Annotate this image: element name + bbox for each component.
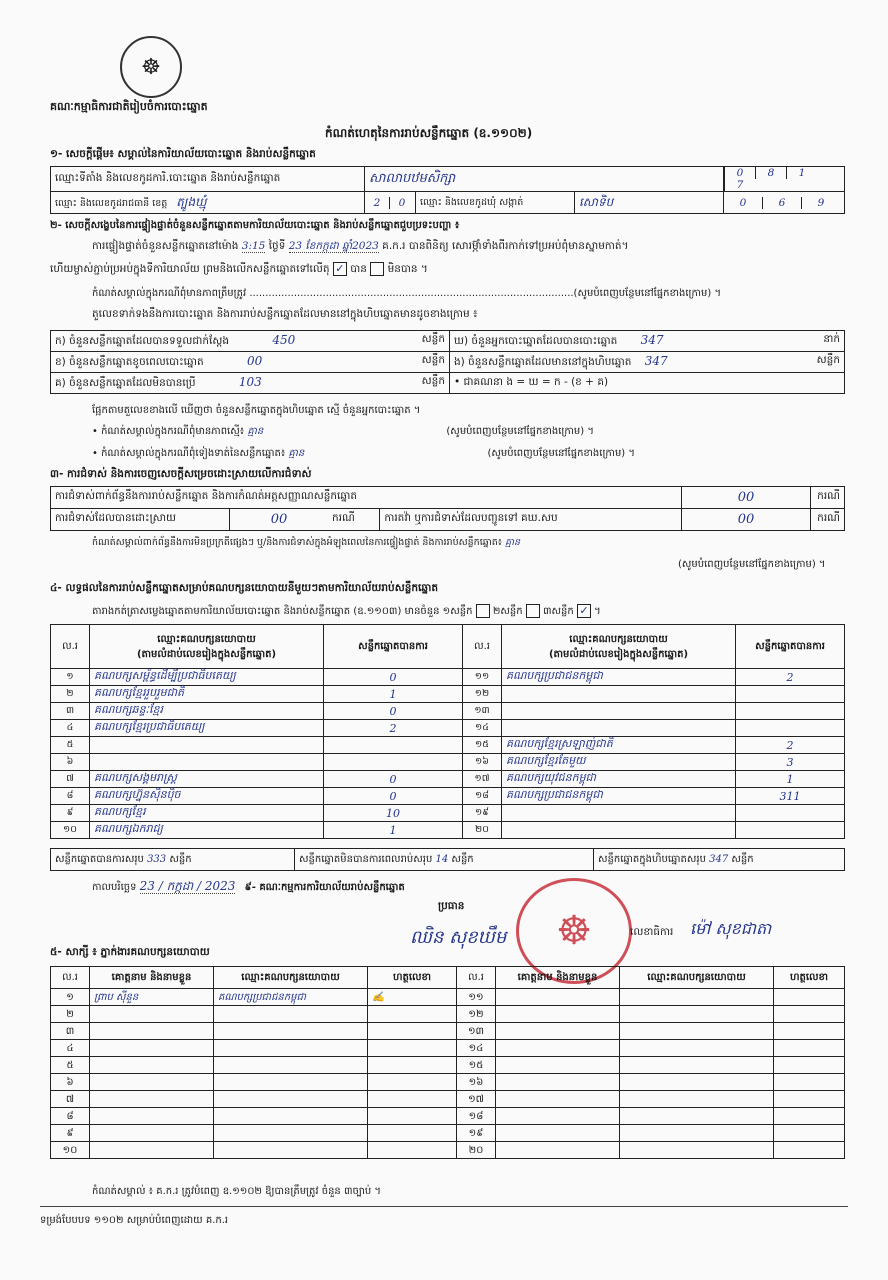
witness-cell	[214, 1125, 368, 1142]
witness-cell	[774, 989, 845, 1006]
result-cell: ១៣	[463, 703, 502, 720]
result-cell: គណបក្សខ្មែរតែមួយ	[502, 754, 736, 771]
secretary-label: លេខាធិការ	[630, 926, 674, 938]
result-cell	[502, 720, 736, 737]
witness-cell	[90, 1023, 214, 1040]
witness-cell	[774, 1040, 845, 1057]
witness-cell	[620, 1108, 774, 1125]
witness-cell	[368, 1142, 457, 1159]
witness-cell: ២	[51, 1006, 90, 1023]
location-code: 0 8 17	[724, 167, 845, 192]
province-label: ឈ្មោះ និងលេខកូដរាជធានី ខេត្ត	[55, 197, 168, 209]
province-code: 2 0	[365, 192, 416, 214]
result-row	[51, 822, 845, 839]
chair-signature: ឈិន សុខឃឹម	[410, 927, 507, 948]
result-row	[51, 669, 845, 686]
result-cell: គណបក្សសម្ព័ន្ធដើម្បីប្រជាធិបតេយ្យ	[90, 669, 324, 686]
secretary-signature: ម៉ៅ សុខជាតា	[690, 919, 772, 938]
witness-cell: ១៦	[457, 1074, 496, 1091]
commune-code: 0 6 9	[724, 192, 845, 214]
witness-cell	[368, 1057, 457, 1074]
section2-title: ២- សេចក្តីសង្ខេបនៃការផ្ទៀងផ្ទាត់ចំនួនសន្លឹកឆ្នោតតាមការិយាល័យបោះឆ្នោត និងរាប់សន្លឹកឆ្នោតជួបប្រទះបញ្ហា ៖	[50, 220, 460, 231]
witness-cell	[496, 1108, 620, 1125]
sheet-count: តារាងកត់ត្រាសម្លេងឆ្នោតតាមការិយាល័យបោះឆ្នោត និងរាប់សន្លឹកឆ្នោត (ឧ.១១០៣) មានចំនួន ១សន្លឹក ២សន្លឹក ៣សន្លឹក ✓ ។	[92, 604, 601, 617]
result-cell	[324, 754, 463, 771]
objection-tail: (សូមបំពេញបន្ថែមនៅផ្នែកខាងក្រោម) ។	[678, 559, 826, 570]
witness-cell	[774, 1091, 845, 1108]
result-cell: គណបក្សខ្មែររួបរួមជាតិ	[90, 686, 324, 703]
witness-cell	[90, 1006, 214, 1023]
result-cell: គណបក្សប្រជាជនកម្ពុជា	[502, 669, 736, 686]
witness-cell: ៧	[51, 1091, 90, 1108]
footnote: កំណត់សម្គាល់ ៖ គ.ក.រ ត្រូវបំពេញ ឧ.១១០២ ឱ្យបានត្រឹមត្រូវ ចំនួន ៣ច្បាប់ ។	[92, 1186, 381, 1197]
witness-cell: ១៨	[457, 1108, 496, 1125]
result-row	[51, 703, 845, 720]
result-cell: គណបក្សឯករាជ្យ	[90, 822, 324, 839]
witness-row	[51, 1057, 845, 1074]
result-cell: គណបក្សយុវជនកម្ពុជា	[502, 771, 736, 788]
sign-date-line: កាលបរិច្ឆេទ 23 / កក្កដា / 2023 ៩- គណៈកម្មការការិយាល័យរាប់សន្លឹកឆ្នោត	[92, 879, 405, 893]
result-cell: ១០	[51, 822, 90, 839]
figures-table: ក) ចំនួនសន្លឹកឆ្នោតដែលបានទទួលជាក់ស្តែង 450 សន្លឹក ឃ) ចំនួនអ្នកបោះឆ្នោតដែលបានបោះឆ្នោត 347 នាក់ ខ) ចំនួនសន្លឹកឆ្នោតខូចពេលបោះឆ្នោត 00 សន្លឹក ង) ចំនួនសន្លឹកឆ្នោតដែលមាននៅក្នុងហិបឆ្នោត 347 សន្លឹក គ) ចំនួនសន្លឹកឆ្នោតដែលមិនបានប្រើ 103 សន្លឹក • ជាគណនា ង = ឃ = ក - (ខ + គ)	[50, 330, 845, 394]
result-cell: 3	[736, 754, 845, 771]
witness-cell: ១៧	[457, 1091, 496, 1108]
verify-paragraph-2: ហើយម្ចាស់ភ្ជាប់ប្រអប់ក្នុងទីការិយាល័យ ព្រមនិងលើកសន្លឹកឆ្នោតទៅលើតុ ✓ បាន មិនបាន ។	[50, 262, 428, 275]
witness-cell	[774, 1125, 845, 1142]
location-label: ឈ្មោះទីតាំង និងលេខកូដការិ.បោះឆ្នោត និងរាប់សន្លឹកឆ្នោត	[51, 167, 365, 192]
objection-note: កំណត់សម្គាល់ពាក់ព័ន្ធនឹងការមិនប្រក្រតីផ្សេងៗ ឬ/និងការជំទាស់ក្នុងអំឡុងពេលនៃការផ្ទៀងផ្ទាត់ និងការរាប់សន្លឹកឆ្នោត៖ គ្មាន	[92, 537, 521, 548]
witness-cell	[774, 1057, 845, 1074]
witness-cell: ១០	[51, 1142, 90, 1159]
note2: • កំណត់សម្គាល់ក្នុងករណីពុំមានភាពស្មើ៖ គ្មាន (សូមបំពេញបន្ថែមនៅផ្នែកខាងក្រោម) ។	[92, 426, 594, 437]
results-table: ល.រ ឈ្មោះគណបក្សនយោបាយ (តាមលំដាប់លេខរៀងក្នុងសន្លឹកឆ្នោត) សន្លឹកឆ្នោតបានការ ល.រ ឈ្មោះគណបក្សនយោបាយ (តាមលំដាប់លេខរៀងក្នុងសន្លឹកឆ្នោត) សន្លឹកឆ្នោតបានការ ១ គណបក្សសម្ព័ន្ធដើម្បីប្រជាធិបតេយ្យ 0 ១១ គណបក្សប្រជាជនកម្ពុជា 2 ២ គណបក្សខ្មែររួបរួមជាតិ 1 ១២ ៣ គណបក្សឆន្ទៈខ្មែរ 0 ១៣ ៤ គណបក្សខ្មែរប្រជាធិបតេយ្យ 2 ១៤ ៥ ១៥ គណបក្សខ្មែរស្រឡាញ់ជាតិ 2 ៦ ១៦ គណបក្សខ្មែរតែមួយ 3 ៧ គណបក្សសង្គមរាស្ត្រ 0 ១៧ គណបក្សយុវជនកម្ពុជា 1 ៨ គណបក្សហ្វ៊ុនស៊ិនប៉ិច 0 ១៨ គណបក្សប្រជាជនកម្ពុជា 311 ៩ គណបក្សខ្មែរ 10 ១៩ ១០ គណបក្សឯករាជ្យ 1 ២០	[50, 624, 845, 839]
witness-cell	[620, 1040, 774, 1057]
result-cell: 1	[324, 822, 463, 839]
witness-cell	[214, 1074, 368, 1091]
witness-cell	[774, 1023, 845, 1040]
witness-cell	[90, 1074, 214, 1091]
result-cell	[736, 805, 845, 822]
witness-cell	[496, 1142, 620, 1159]
witness-cell	[368, 1108, 457, 1125]
witness-cell	[620, 1057, 774, 1074]
total-valid: 333	[147, 854, 167, 865]
result-cell	[736, 720, 845, 737]
witness-cell	[214, 1108, 368, 1125]
result-cell: ៤	[51, 720, 90, 737]
witness-cell	[368, 1040, 457, 1057]
equality-statement: ផ្អែកតាមតួលេខខាងលើ ឃើញថា ចំនួនសន្លឹកឆ្នោតក្នុងហិបឆ្នោត ស្មើ ចំនួនអ្នកបោះឆ្នោត ។	[92, 405, 421, 416]
witness-cell: ៣	[51, 1023, 90, 1040]
witness-cell: ៩	[51, 1125, 90, 1142]
section4-title: ៤- លទ្ធផលនៃការរាប់សន្លឹកឆ្នោតសម្រាប់គណបក្សនយោបាយនីមួយៗតាមការិយាល័យរាប់សន្លឹកឆ្នោត	[50, 582, 439, 594]
result-cell: 311	[736, 788, 845, 805]
witness-cell	[620, 1091, 774, 1108]
witness-cell	[620, 1006, 774, 1023]
witness-cell	[90, 1057, 214, 1074]
witness-cell	[90, 1091, 214, 1108]
result-cell: 10	[324, 805, 463, 822]
result-cell: គណបក្សខ្មែរប្រជាធិបតេយ្យ	[90, 720, 324, 737]
witness-cell: ៦	[51, 1074, 90, 1091]
official-stamp: ☸	[516, 878, 632, 984]
witness-cell	[496, 1125, 620, 1142]
witness-cell: ៥	[51, 1057, 90, 1074]
witness-cell	[774, 1142, 845, 1159]
province-value: ត្បូងឃ្មុំ	[176, 194, 207, 209]
result-cell: 2	[324, 720, 463, 737]
result-cell: ៦	[51, 754, 90, 771]
witness-cell	[90, 1125, 214, 1142]
result-cell: ១៤	[463, 720, 502, 737]
note1: កំណត់សម្គាល់ក្នុងករណីពុំមានភាពត្រឹមត្រូវ ......................................................................................................(សូមបំពេញបន្ថែមនៅផ្នែកខាងក្រោម) ។	[92, 288, 722, 299]
witness-row	[51, 1040, 845, 1057]
result-cell: ១៨	[463, 788, 502, 805]
witness-table: ល.រ គោត្តនាម និងនាមខ្លួន ឈ្មោះគណបក្សនយោបាយ ហត្ថលេខា ល.រ គោត្តនាម និងនាមខ្លួន ឈ្មោះគណបក្សនយោបាយ ហត្ថលេខា ១ ព្រាប ស៊ីនួន គណបក្សប្រជាជនកម្ពុជា ✍ ១១ ២ ១២ ៣ ១៣ ៤ ១៤ ៥ ១៥ ៦ ១៦ ៧ ១៧ ៨ ១៨ ៩ ១៩ ១០ ២០	[50, 966, 845, 1159]
commune-value: សោទិប	[575, 192, 724, 214]
witness-row	[51, 1142, 845, 1159]
section1-title: ១- សេចក្តីផ្តើម៖ សម្គាល់នៃការិយាល័យបោះឆ្នោត និងរាប់សន្លឹកឆ្នោត	[50, 148, 316, 160]
result-cell: គណបក្សហ្វ៊ុនស៊ិនប៉ិច	[90, 788, 324, 805]
result-row	[51, 754, 845, 771]
result-cell: 1	[324, 686, 463, 703]
witness-cell	[620, 1142, 774, 1159]
result-cell: 0	[324, 788, 463, 805]
witness-cell	[496, 1074, 620, 1091]
result-row	[51, 771, 845, 788]
witness-cell	[214, 1091, 368, 1108]
result-cell: ១៩	[463, 805, 502, 822]
witness-row	[51, 1074, 845, 1091]
witness-cell	[214, 1057, 368, 1074]
org-name: គណៈកម្មាធិការជាតិរៀបចំការបោះឆ្នោត	[50, 100, 208, 113]
witness-cell: ១២	[457, 1006, 496, 1023]
result-cell	[324, 737, 463, 754]
result-row	[51, 805, 845, 822]
witness-row	[51, 1091, 845, 1108]
verify-paragraph: ការផ្ទៀងផ្ទាត់ចំនួនសន្លឹកឆ្នោតនៅម៉ោង 3:15 ថ្ងៃទី 23 ខែកក្កដា ឆ្នាំ2023 គ.ក.រ បានពិនិត្យ សោរម្ភ៊ាំទាំងពីរកាក់ទៅប្រអប់ពុំមានស្នាមកាត់។	[92, 240, 629, 252]
witness-cell	[496, 989, 620, 1006]
section1-table	[50, 166, 845, 214]
result-cell: ២	[51, 686, 90, 703]
form-code: ទម្រង់បែបបទ ១១០២ សម្រាប់បំពេញដោយ គ.ក.រ	[40, 1215, 229, 1226]
witness-row	[51, 1023, 845, 1040]
result-cell	[502, 805, 736, 822]
result-cell: ១១	[463, 669, 502, 686]
result-row	[51, 737, 845, 754]
result-cell: ១៦	[463, 754, 502, 771]
witness-cell	[496, 1023, 620, 1040]
result-cell: ១៥	[463, 737, 502, 754]
result-cell: 2	[736, 737, 845, 754]
result-cell: គណបក្សសង្គមរាស្ត្រ	[90, 771, 324, 788]
no-checkbox[interactable]	[370, 262, 384, 276]
verify-date: 23 ខែកក្កដា ឆ្នាំ2023	[288, 240, 379, 252]
witness-row	[51, 1108, 845, 1125]
result-cell: ១	[51, 669, 90, 686]
witness-row	[51, 1125, 845, 1142]
yes-checkbox[interactable]: ✓	[333, 262, 347, 276]
witness-cell: ៨	[51, 1108, 90, 1125]
result-cell: ៩	[51, 805, 90, 822]
result-cell: ៧	[51, 771, 90, 788]
result-cell: 0	[324, 669, 463, 686]
witness-cell: ៤	[51, 1040, 90, 1057]
result-cell	[90, 737, 324, 754]
note3: • កំណត់សម្គាល់ក្នុងករណីពុំទៀងទាត់នៃសន្លឹកឆ្នោត៖ គ្មាន (សូមបំពេញបន្ថែមនៅផ្នែកខាងក្រោម) ។	[92, 448, 635, 459]
witness-cell	[368, 1006, 457, 1023]
chair-label: ប្រធាន	[438, 900, 465, 912]
witness-cell	[774, 1108, 845, 1125]
witness-cell	[620, 1023, 774, 1040]
form-title: កំណត់ហេតុនៃការរាប់សន្លឹកឆ្នោត (ឧ.១១០២)	[325, 126, 533, 140]
result-cell: គណបក្សខ្មែរ	[90, 805, 324, 822]
result-cell: 1	[736, 771, 845, 788]
totals-table: សន្លឹកឆ្នោតបានការសរុប 333 សន្លឹក សន្លឹកឆ្នោតមិនបានការពេលរាប់សរុប 14 សន្លឹក សន្លឹកឆ្នោតក្នុងហិបឆ្នោតសរុប 347 សន្លឹក	[50, 848, 845, 871]
witness-cell: ១១	[457, 989, 496, 1006]
witness-cell	[496, 1006, 620, 1023]
result-cell: ៥	[51, 737, 90, 754]
result-cell: គណបក្សខ្មែរស្រឡាញ់ជាតិ	[502, 737, 736, 754]
witness-cell	[90, 1142, 214, 1159]
result-cell	[502, 822, 736, 839]
result-cell: គណបក្សប្រជាជនកម្ពុជា	[502, 788, 736, 805]
witness-row	[51, 1006, 845, 1023]
witness-cell: គណបក្សប្រជាជនកម្ពុជា	[214, 989, 368, 1006]
witness-cell	[214, 1142, 368, 1159]
footer-rule	[40, 1206, 848, 1207]
result-cell	[502, 686, 736, 703]
result-cell	[736, 686, 845, 703]
witness-cell	[496, 1057, 620, 1074]
total-invalid: 14	[435, 854, 449, 865]
emblem-icon: ☸	[120, 36, 182, 98]
result-cell: 0	[324, 703, 463, 720]
witness-cell: ១៣	[457, 1023, 496, 1040]
result-cell	[90, 754, 324, 771]
witness-cell: ១	[51, 989, 90, 1006]
commune-label: ឈ្មោះ និងលេខកូដឃុំ សង្កាត់	[416, 192, 575, 214]
objection-table: ការជំទាស់ពាក់ព័ន្ធនឹងការរាប់សន្លឹកឆ្នោត និងការកំណត់អត្តសញ្ញាណសន្លឹកឆ្នោត 00 ករណី ការជំទាស់ដែលបានដោះស្រាយ 00 ករណី ការតវ៉ា ឬការជំទាស់ដែលបញ្ជូនទៅ គឃ.សប 00 ករណី	[50, 486, 845, 531]
result-cell: ១២	[463, 686, 502, 703]
witness-cell	[774, 1006, 845, 1023]
witness-cell: ២០	[457, 1142, 496, 1159]
witness-cell	[214, 1023, 368, 1040]
witness-cell: ១៤	[457, 1040, 496, 1057]
result-cell	[502, 703, 736, 720]
result-row	[51, 788, 845, 805]
witness-cell	[774, 1074, 845, 1091]
location-value: សាលាបឋមសិក្សា	[365, 167, 724, 192]
witness-cell	[214, 1040, 368, 1057]
witness-cell	[620, 1125, 774, 1142]
section5-title: ៥- សាក្សី ៖ ភ្នាក់ងារគណបក្សនយោបាយ	[50, 946, 210, 958]
result-cell: 2	[736, 669, 845, 686]
witness-cell	[90, 1108, 214, 1125]
witness-cell	[368, 1074, 457, 1091]
witness-cell: ១៥	[457, 1057, 496, 1074]
witness-cell	[620, 1074, 774, 1091]
result-cell: ៣	[51, 703, 90, 720]
witness-cell	[90, 1040, 214, 1057]
witness-cell	[496, 1091, 620, 1108]
witness-row	[51, 989, 845, 1006]
witness-cell	[620, 989, 774, 1006]
witness-cell: ១៩	[457, 1125, 496, 1142]
result-cell: 0	[324, 771, 463, 788]
witness-cell	[368, 1023, 457, 1040]
result-cell	[736, 703, 845, 720]
result-cell: ២០	[463, 822, 502, 839]
result-cell: គណបក្សឆន្ទៈខ្មែរ	[90, 703, 324, 720]
section3-title: ៣- ការជំទាស់ និងការចេញសេចក្តីសម្រេចដោះស្រាយលើការជំទាស់	[50, 468, 312, 480]
verify-time: 3:15	[241, 240, 266, 252]
witness-cell	[496, 1040, 620, 1057]
result-cell: ៨	[51, 788, 90, 805]
figures-intro: តួលេខទាក់ទងនឹងការបោះឆ្នោត និងការរាប់សន្លឹកឆ្នោតដែលមាននៅក្នុងហិបឆ្នោតមានដូចខាងក្រោម ៖	[92, 308, 478, 320]
result-cell: ១៧	[463, 771, 502, 788]
result-cell	[736, 822, 845, 839]
total-ballots: 347	[709, 854, 729, 865]
witness-cell: ព្រាប ស៊ីនួន	[90, 989, 214, 1006]
witness-cell	[368, 1125, 457, 1142]
result-row	[51, 720, 845, 737]
witness-cell	[214, 1006, 368, 1023]
witness-cell	[368, 1091, 457, 1108]
witness-cell: ✍	[368, 989, 457, 1006]
result-row	[51, 686, 845, 703]
